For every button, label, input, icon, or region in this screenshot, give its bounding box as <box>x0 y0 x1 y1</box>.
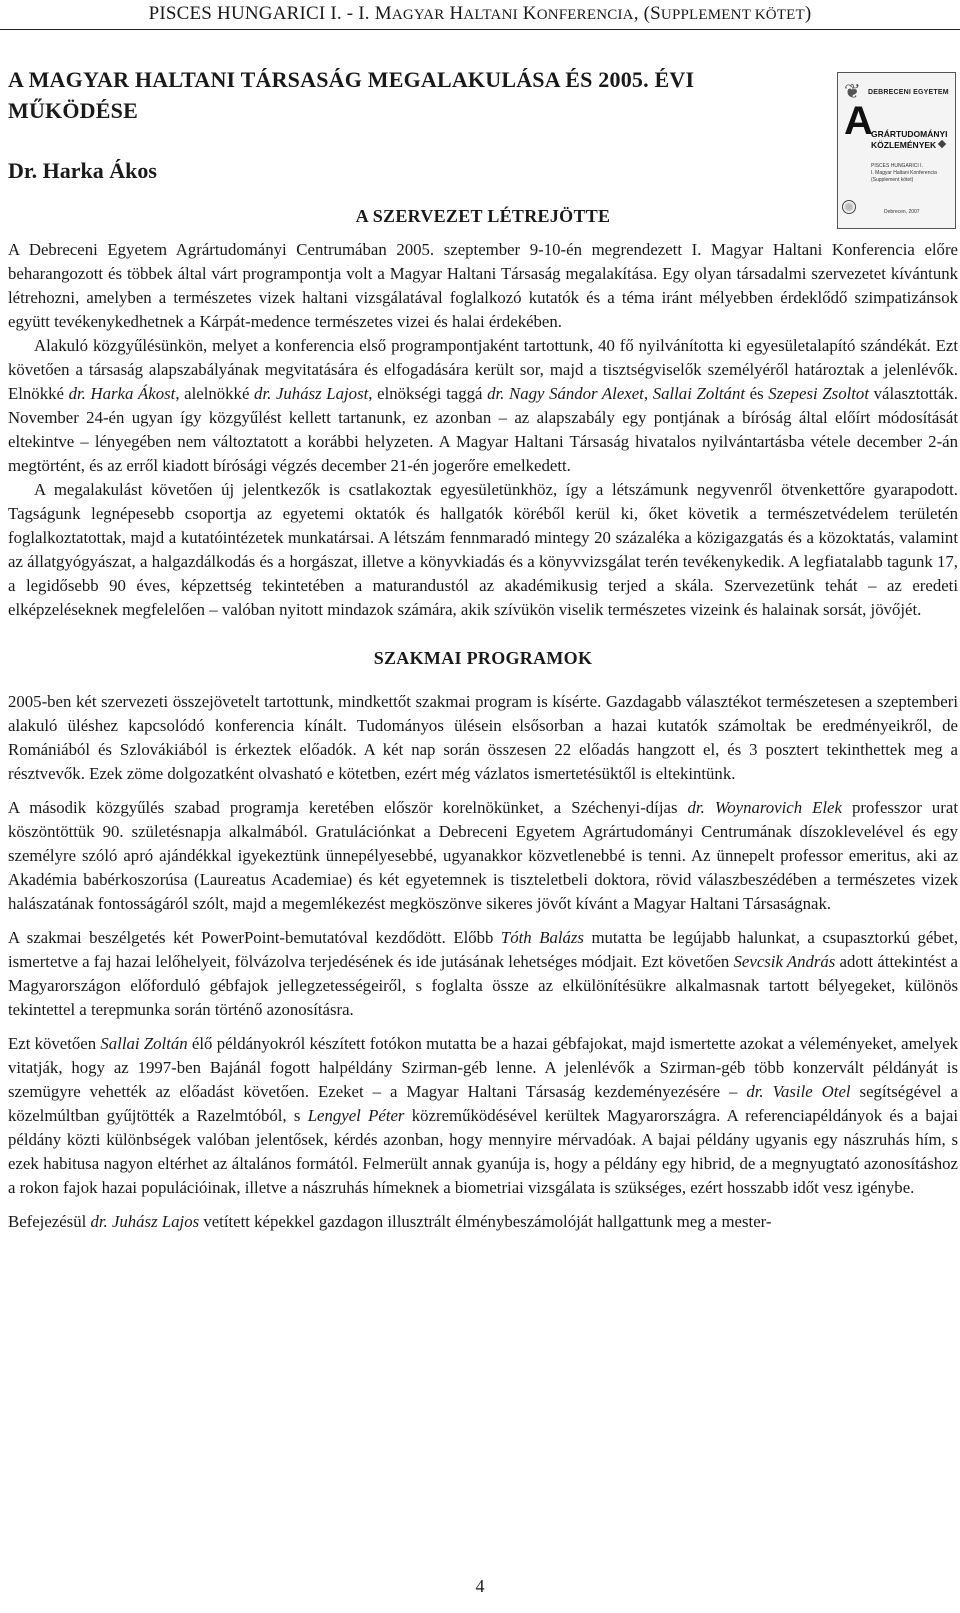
leaf-icon: ❦ <box>844 81 861 103</box>
section-heading: SZAKMAI PROGRAMOK <box>373 648 593 668</box>
running-header: PISCES HUNGARICI I. - I. MAGYAR HALTANI KONFERENCIA, (SUPPLEMENT KÖTET) <box>148 3 812 24</box>
paragraph: Befejezésül dr. Juhász Lajos vetített képekkel gazdagon illusztrált élménybeszámolóját hallgattunk meg a mester- <box>8 1212 772 1231</box>
cover-subtitle: PISCES HUNGARICI I. I. Magyar Haltani Konferencia (Supplement kötet) <box>871 163 937 183</box>
header-rule <box>0 29 960 30</box>
cover-big-letter: A <box>844 99 873 143</box>
paragraph: A második közgyűlés szabad programja keretében először korelnökünket, a Széchenyi-díjas dr. Woynarovich Elek professzor urat köszöntöttük 90. születésnapja alkalmából. Gratulációnkat a Debreceni Egyetem Agrártudományi Centrumának díszoklevelével és egy személyre szóló apró ajándékkal igyekeztünk ünnepélyesebbé, ugyanakkor közvetlenebbé is tenni. Az ünnepelt professor emeritus, aki az Akadémia babérkoszorúsa (Laureatus Academiae) és két egyetemnek is tiszteletbeli doktora, rövid válaszbeszédében a természetes vizek halászatának fontosságáról szólt, majd a megemlékezést megköszönve sikeres jövőt kívánt a Magyar Haltani Társaságnak. <box>8 798 959 913</box>
paragraph: Alakuló közgyűlésünkön, melyet a konferencia első programpontjaként tartottunk, 40 fő nyilvánította ki egyesületalapító szándékát. Ezt követően a társaság alapszabályának megvitatására és elfogadására került sor, majd a tisztségviselők személyéről határoztak a jelenlévők. Elnökké dr. Harka Ákost, alelnökké dr. Juhász Lajost, elnökségi taggá dr. Nagy Sándor Alexet, Sallai Zoltánt és Szepesi Zsoltot választották. November 24-én ugyan így közgyűlést kellett tartanunk, ez azonban – az alapszabály egy pontjának a bíróság által előírt módosítását eltekintve – lényegében nem változtatott a korábbi helyzeten. A Magyar Haltani Társaság hivatalos nyilvántartásba vétele december 2-án megtörtént, és az erről kiadott bírósági végzés december 21-én jogerőre emelkedett. <box>8 336 958 475</box>
paragraph: Ezt követően Sallai Zoltán élő példányokról készített fotókon mutatta be a hazai gébfajokat, majd ismertette azokat a véleményeket, amelyek vitatják, hogy az 1997-ben Bajánál fogott halpéldány Szirman-géb lenne. A jelenlévők a Szirman-géb több konzervált példányát is szemügyre vehették az előadást követően. Ezeket – a Magyar Haltani Társaság kezdeményezésére – dr. Vasile Otel segítségével a közelmúltban gyűjtötték a Razelmtóból, s Lengyel Péter közreműködésével kerültek Magyarországra. A referenciapéldányok és a bajai példány közti különbségek valóban jelentősek, kérdés azonban, hogy mennyire mérvadóak. A bajai példány ugyanis egy nászruhás hím, s ezek habitusa nagyon eltérhet az általános formától. Felmerült annak gyanúja is, hogy a példány egy hibrid, de a megnyugtató azonosításhoz a rokon fajok hazai populációinak, illetve a nászruhás hímeknek a biometriai vizsgálata is szükséges, ezért hosszabb időt vesz igénybe. <box>8 1034 958 1197</box>
article-body <box>8 202 958 1234</box>
page-number: 4 <box>475 1576 485 1596</box>
paragraph: 2005-ben két szervezeti összejövetelt tartottunk, mindkettőt szakmai program is kísérte. Gazdagabb választékot természetesen a szeptemberi alakuló üléshez kapcsolódó konferencia kínált. Tudományos ülésein elsősorban a hazai kutatók számoltak be eredményeikről, de Romániából és Szlovákiából is érkeztek előadók. A két nap során összesen 22 előadás hangzott el, és 3 posztert tekinthettek meg a résztvevők. Ezek zöme dolgozatként olvasható e kötetben, ezért még vázlatos ismertetésüktől is eltekintünk. <box>8 692 958 783</box>
article-author: Dr. Harka Ákos <box>8 158 157 183</box>
paragraph: A szakmai beszélgetés két PowerPoint-bemutatóval kezdődött. Előbb Tóth Balázs mutatta be legújabb halunkat, a csupasztorkú gébet, ismertetve a faj hazai lelőhelyeit, fölvázolva terjedésének és ide jutásának lehetséges módjait. Ezt követően Sevcsik András adott áttekintést a Magyarországon előforduló gébfajok jellegzetességeiről, s foglalta össze az elkülönítésükre alkalmasnak tartott bélyegeket, különös tekintettel a terepmunka során történő azonosításra. <box>8 928 959 1019</box>
cover-journal-title: GRÁRTUDOMÁNYI KÖZLEMÉNYEK <box>871 129 948 150</box>
diamond-icon <box>938 140 946 148</box>
paragraph: A megalakulást követően új jelentkezők is csatlakoztak egyesületünkhöz, így a létszámunk negyvenről ötvenkettőre gyarapodott. Tagságunk legnépesebb csoportja az egyetemi oktatók és hallgatók köréből kerül ki, őket követik a természetvédelem területén foglalkoztatottak, majd a kutatóintézetek munkatársai. A létszám fennmaradó mintegy 20 százaléka a közigazgatás és a közoktatás, valamint az állatgyógyászat, a halgazdálkodás és a horgászat, illetve a könyvkiadás és a könyvvizsgálat terén tevékenykedik. A legfiatalabb tagunk 17, a legidősebb 90 éves, képzettség tekintetében a maturandustól az akadémikusig terjed a skála. Szervezetünk tehát – az eredeti elképzeléseknek megfelelően – valóban nyitott mindazok számára, akik szívükön viselik természetes vizeink és halainak sorsát, jövőjét. <box>8 480 958 619</box>
paragraph: A Debreceni Egyetem Agrártudományi Centrumában 2005. szeptember 9-10-én megrendezett I. Magyar Haltani Konferencia előre beharangozott és többek által várt programpontja volt a Magyar Haltani Társaság megalakítása. Egy olyan társadalmi szervezetet kívántunk létrehozni, amelyben a természetes vizek haltani vizsgálatával foglalkozó kutatók és a téma iránt mélyebben érdeklődő szimpatizánsok együtt tevékenykedhetnek a Kárpát-medence természetes vizei és halai érdekében. <box>8 240 958 331</box>
article-title: A MAGYAR HALTANI TÁRSASÁG MEGALAKULÁSA ÉS 2005. ÉVI MŰKÖDÉSE <box>8 67 695 123</box>
section-heading: A SZERVEZET LÉTREJÖTTE <box>355 206 611 226</box>
cover-publisher: DEBRECENI EGYETEM <box>868 89 949 96</box>
cover-place-date: Debrecen, 2007 <box>884 209 920 215</box>
